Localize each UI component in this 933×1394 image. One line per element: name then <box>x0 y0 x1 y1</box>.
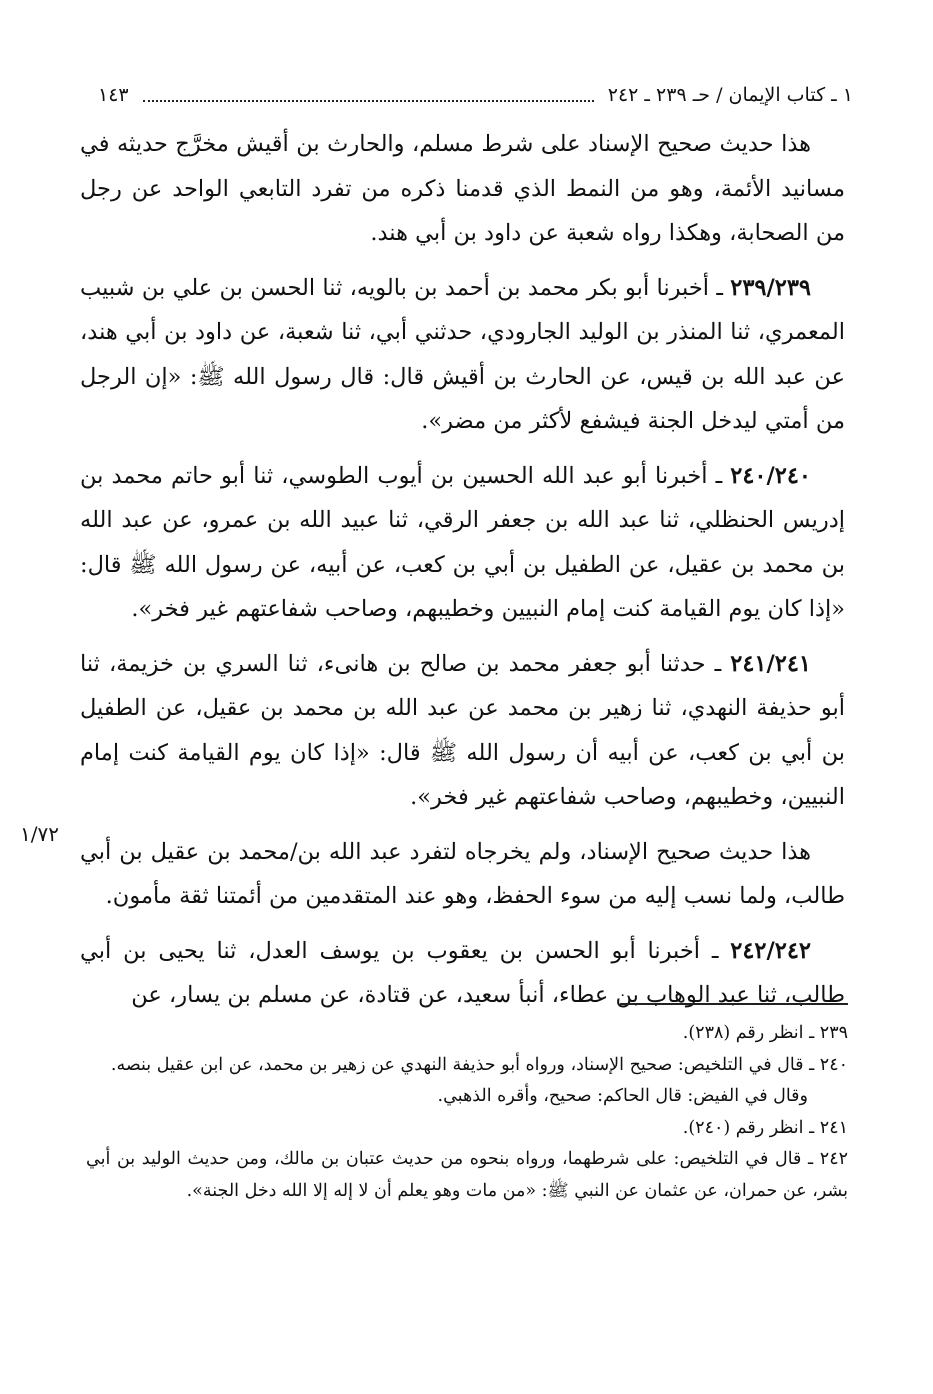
footnote-continuation: وقال في الفيض: قال الحاكم: صحيح، وأقره الذهبي. <box>437 1086 808 1106</box>
hadith-number: ٢٤٢/٢٤٢ <box>730 937 811 964</box>
hadith-text: ـ أخبرنا أبو بكر محمد بن أحمد بن بالويه، ثنا الحسن بن علي بن شبيب المعمري، ثنا المنذر بن الوليد الجارودي، حدثني أبي، ثنا شعبة، عن داود بن أبي هند، عن عبد الله بن قيس، عن الحارث بن أقيش قال: قال رسول الله ﷺ: «إن الرجل من أمتي ليدخل الجنة فيشفع لأكثر من مضر». <box>80 274 845 434</box>
footnotes <box>86 1018 848 1207</box>
hadith-text: ـ أخبرنا أبو الحسن بن يعقوب بن يوسف العدل، ثنا يحيى بن أبي طالب، ثنا عبد الوهاب بن عطاء، أنبأ سعيد، عن قتادة، عن مسلم بن يسار، عن <box>80 937 845 1008</box>
hadith-number: ٢٤٠/٢٤٠ <box>730 462 811 489</box>
hadith-text: ـ أخبرنا أبو عبد الله الحسين بن أيوب الطوسي، ثنا أبو حاتم محمد بن إدريس الحنظلي، ثنا عبد الله بن جعفر الرقي، ثنا عبيد الله بن عمرو، عن عبد الله بن محمد بن عقيل، عن الطفيل بن أبي بن كعب، عن أبيه، عن رسول الله ﷺ قال: «إذا كان يوم القيامة كنت إمام النبيين وخطيبهم، وصاحب شفاعتهم غير فخر». <box>80 462 845 622</box>
footnote-separator <box>620 1003 848 1005</box>
paragraph-text: هذا حديث صحيح الإسناد، ولم يخرجاه لتفرد عبد الله بن/محمد بن عقيل بن أبي طالب، ولما نسب إليه من سوء الحفظ، وهو عند المتقدمين من أئمتنا ثقة مأمون. <box>80 838 845 909</box>
paragraph-text: هذا حديث صحيح الإسناد على شرط مسلم، والحارث بن أقيش مخرَّج حديثه في مسانيد الأئمة، وهو من النمط الذي قدمنا ذكره من تفرد التابعي الواحد عن رجل من الصحابة، وهكذا رواه شعبة عن داود بن أبي هند. <box>80 131 845 246</box>
hadith-number: ٢٤١/٢٤١ <box>730 650 811 677</box>
hadith-text: ـ حدثنا أبو جعفر محمد بن صالح بن هانىء، ثنا السري بن خزيمة، ثنا أبو حذيفة النهدي، ثنا زهير بن محمد عن عبد الله بن محمد بن عقيل، عن الطفيل بن أبي بن كعب، عن أبيه أن رسول الله ﷺ قال: «إذا كان يوم القيامة كنت إمام النبيين، وخطيبهم، وصاحب شفاعتهم غير فخر». <box>80 650 845 810</box>
hadith-240 <box>80 454 845 632</box>
margin-page-reference: ١/٧٢ <box>20 822 59 846</box>
main-text <box>80 122 845 1028</box>
paragraph-intro <box>80 122 845 256</box>
footnote: ٢٤١ ـ انظر رقم (٢٤٠). <box>682 1117 848 1138</box>
footnote: ٢٤٢ ـ قال في التلخيص: على شرطهما، ورواه بنحوه من حديث عتبان بن مالك، ومن حديث الوليد بن أبي بشر، عن حمران، عن عثمان عن النبي ﷺ: «من مات وهو يعلم أن لا إله إلا الله دخل الجنة». <box>86 1149 848 1201</box>
paragraph-comment <box>80 830 845 919</box>
hadith-239 <box>80 266 845 444</box>
hadith-number: ٢٣٩/٢٣٩ <box>730 274 811 301</box>
header-title: ١ ـ كتاب الإيمان / حـ ٢٣٩ ـ ٢٤٢ <box>607 84 853 106</box>
footnote: ٢٣٩ ـ انظر رقم (٢٣٨). <box>682 1023 848 1043</box>
header-dot-leader <box>143 88 594 102</box>
running-header <box>98 78 853 112</box>
footnote: ٢٤٠ ـ قال في التلخيص: صحيح الإسناد، ورواه أبو حذيفة النهدي عن زهير بن محمد، عن ابن عقيل بنصه. <box>110 1054 848 1075</box>
page-number: ١٤٣ <box>98 84 129 106</box>
hadith-241 <box>80 642 845 820</box>
